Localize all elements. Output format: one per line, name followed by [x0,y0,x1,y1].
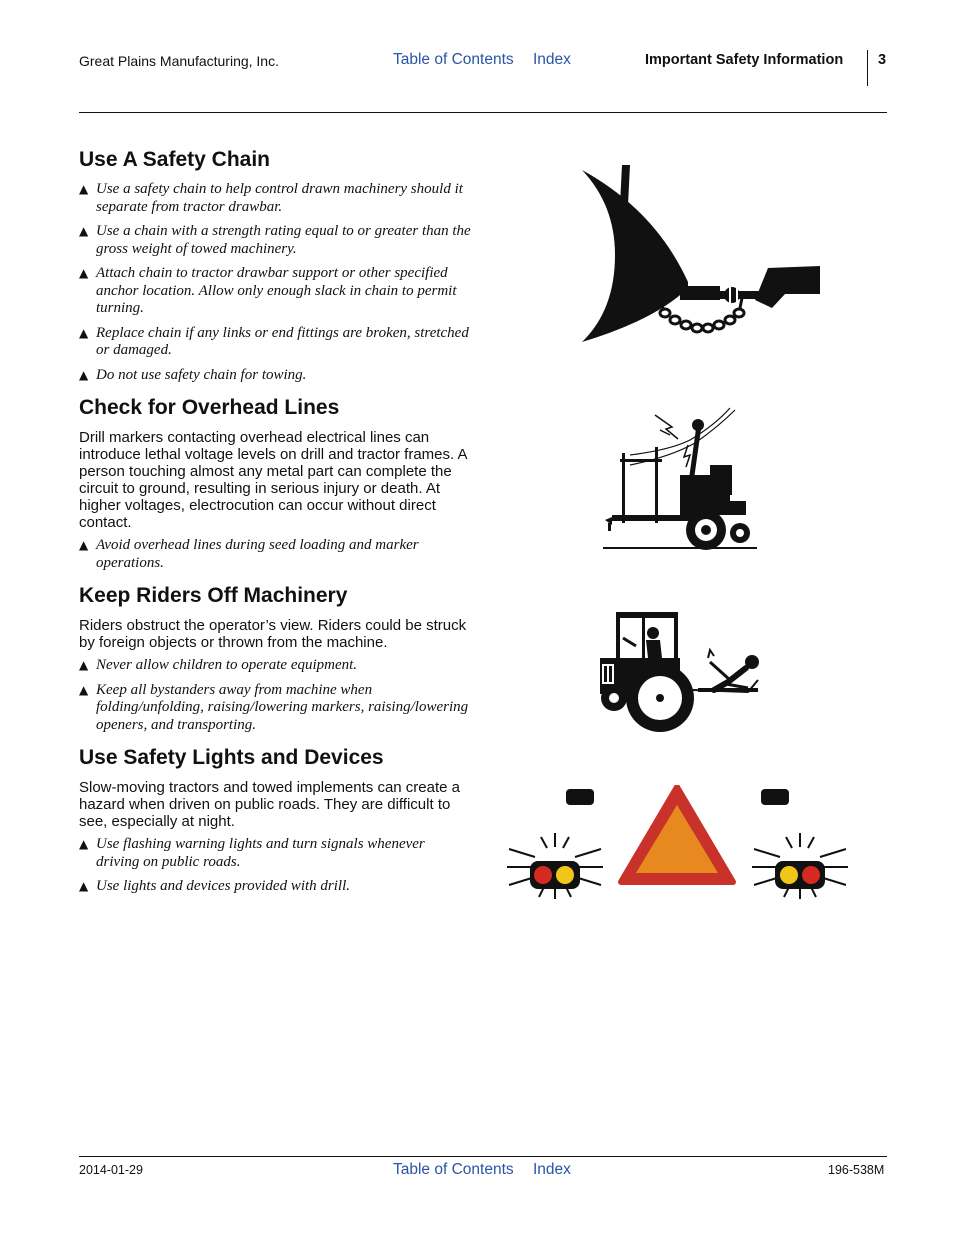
warning-triangle-icon: ▲ [79,682,89,697]
content-column [79,146,471,903]
heading-safety-chain: Use A Safety Chain [79,148,270,171]
header-rule [79,112,887,113]
list-item: ▲ Keep all bystanders away from machine when folding/unfolding, raising/lowering markers, raising/lowering openers, and transporting. [79,681,469,733]
list-item: ▲ Attach chain to tractor drawbar support or other specified anchor location. Allow only enough slack in chain to permit turning. [79,265,457,316]
safety-chain-illustration [580,160,825,350]
flashing-lamp-right-icon [752,833,848,899]
smv-emblem-icon [621,787,733,882]
footer-rule [79,1156,887,1157]
list-item: ▲ Never allow children to operate equipment. [79,657,358,673]
warning-triangle-icon: ▲ [79,538,89,552]
lamp-lens-icon [566,789,594,805]
flashing-lamp-left-icon [507,833,603,899]
list-item: ▲ Replace chain if any links or end fittings are broken, stretched or damaged. [79,324,469,358]
list-item: ▲ Avoid overhead lines during seed loading and marker operations. [79,537,419,571]
safety-lights-illustration [505,785,850,900]
footer-doc-number: 196-538M [828,1163,885,1177]
section-title: Important Safety Information [645,52,844,68]
overhead-lines-illustration [600,405,760,555]
list-item: ▲ Do not use safety chain for towing. [79,366,307,383]
warning-triangle-icon: ▲ [79,182,89,196]
warning-triangle-icon: ▲ [79,879,89,893]
warning-triangle-icon: ▲ [79,367,89,382]
warning-triangle-icon: ▲ [79,266,89,280]
heading-keep-riders-off: Keep Riders Off Machinery [79,584,348,607]
riders-illustration [598,610,768,735]
warning-triangle-icon: ▲ [79,658,89,672]
heading-safety-lights: Use Safety Lights and Devices [79,746,384,769]
warning-triangle-icon: ▲ [79,325,89,340]
header-index-link[interactable]: Index [533,51,571,68]
warning-triangle-icon: ▲ [79,224,89,238]
list-item: ▲ Use a safety chain to help control drawn machinery should it separate from tractor drawbar. [79,181,463,215]
list-item: ▲ Use lights and devices provided with drill. [79,878,350,894]
footer-date: 2014-01-29 [79,1163,143,1177]
header-toc-link[interactable]: Table of Contents [393,51,514,68]
body-text: Drill markers contacting overhead electrical lines can introduce lethal voltage levels on drill and tractor frames. A person touching almost any metal part can complete the circuit to ground, resulting in serious injury or death. At higher voltages, electrocution can occur without direct contact. [79,429,467,531]
footer-toc-link[interactable]: Table of Contents [393,1161,514,1178]
heading-overhead-lines: Check for Overhead Lines [79,396,340,419]
warning-triangle-icon: ▲ [79,837,89,851]
header-divider [867,50,868,86]
page-number: 3 [878,52,887,68]
body-text: Riders obstruct the operator’s view. Riders could be struck by foreign objects or thrown from the machine. [79,617,467,651]
lamp-lens-icon [761,789,789,805]
body-text: Slow-moving tractors and towed implements can create a hazard when driven on public roads. They are difficult to see, especially at night. [79,779,461,830]
list-item: ▲ Use flashing warning lights and turn signals whenever driving on public roads. [79,836,425,870]
list-item: ▲ Use a chain with a strength rating equal to or greater than the gross weight of towed machinery. [79,223,471,257]
footer-index-link[interactable]: Index [533,1161,571,1178]
company-name: Great Plains Manufacturing, Inc. [79,53,279,69]
